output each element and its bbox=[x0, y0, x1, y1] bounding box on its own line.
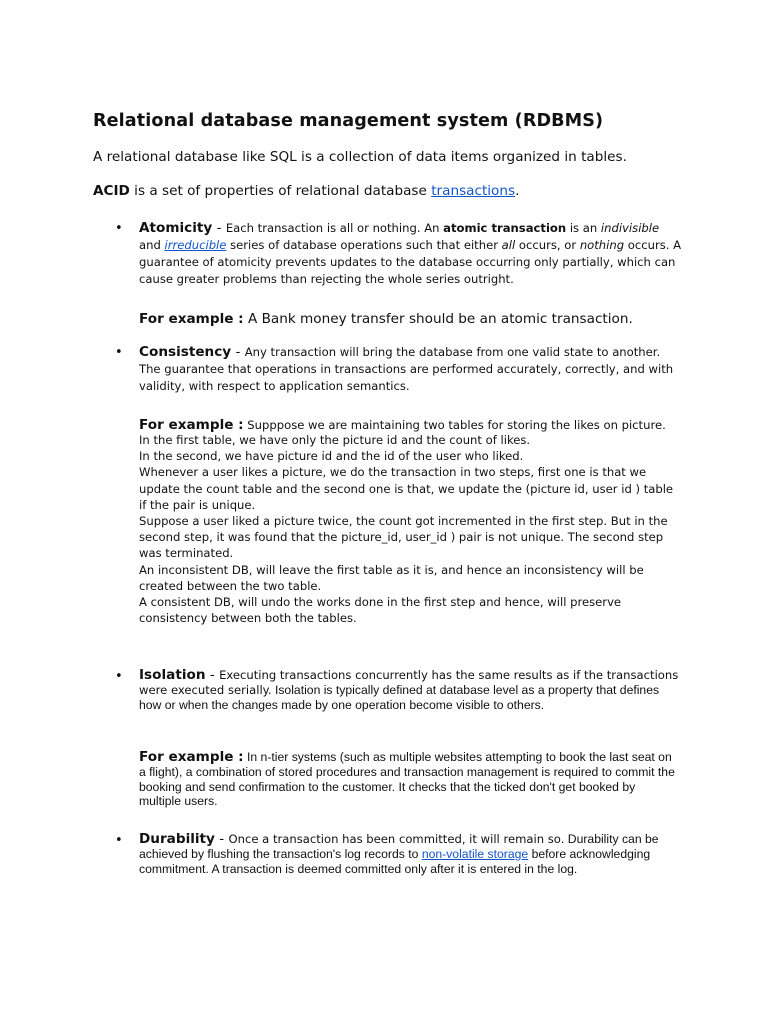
acid-text: is a set of properties of relational database bbox=[129, 183, 432, 199]
acid-paragraph bbox=[93, 183, 519, 199]
consistency-example-line: An inconsistent DB, will leave the first table as it is, and hence an inconsistency will be created between the two table. bbox=[139, 562, 644, 593]
isolation-dash: - bbox=[205, 667, 220, 683]
atomic-transaction-term: atomic transaction bbox=[443, 221, 567, 235]
atomicity-example bbox=[139, 308, 684, 327]
transactions-link[interactable]: transactions bbox=[431, 183, 516, 199]
indivisible-term: indivisible bbox=[600, 221, 660, 235]
isolation-example-text: In n-tier systems (such as multiple websites attempting to book the last seat on a flight), a combination of stored procedures and transaction management is required to commit the booking and send confirmation to the customer. It checks that the ticked don't get booked by multiple users. bbox=[139, 750, 675, 809]
atomicity-item bbox=[139, 220, 684, 288]
consistency-example-body bbox=[139, 432, 679, 626]
nothing-term: nothing bbox=[579, 238, 625, 252]
consistency-example-line: Whenever a user likes a picture, we do the transaction in two steps, first one is that we update the count table and the second one is that, we update the (picture id, user id ) table if the pair is unique. bbox=[139, 465, 674, 512]
bullet-atomicity: • bbox=[115, 221, 123, 236]
durability-text-1: Once a transaction has been committed, it will remain so. bbox=[228, 832, 565, 846]
bullet-consistency: • bbox=[115, 345, 123, 360]
intro-paragraph bbox=[93, 149, 627, 165]
consistency-text: Any transaction will bring the database from one valid state to another. The guarantee that operations in transactions are performed accurately, correctly, and with validity, with respect to application semantics. bbox=[139, 345, 674, 393]
bullet-isolation: • bbox=[115, 669, 123, 684]
isolation-example-label: For example : bbox=[139, 749, 244, 765]
bullet-durability: • bbox=[115, 833, 123, 848]
durability-dash: - bbox=[214, 831, 229, 847]
atomicity-text-3: is an bbox=[566, 221, 601, 235]
durability-term: Durability bbox=[139, 831, 215, 847]
atomicity-text-9: occurs, or bbox=[515, 238, 580, 252]
atomicity-text-1: Each transaction is all or nothing. An bbox=[225, 221, 444, 235]
consistency-example-line: In the first table, we have only the picture id and the count of likes. bbox=[139, 433, 531, 447]
acid-end: . bbox=[515, 183, 520, 199]
non-volatile-storage-link[interactable]: non-volatile storage bbox=[421, 846, 529, 861]
atomicity-term: Atomicity bbox=[139, 220, 213, 236]
atomicity-example-text: A Bank money transfer should be an atomic transaction. bbox=[243, 311, 633, 327]
atomicity-example-label: For example : bbox=[139, 311, 244, 327]
consistency-example-label: For example : bbox=[139, 417, 244, 433]
isolation-text-1: Executing transactions concurrently has the same results as if the transactions were executed serially. bbox=[139, 668, 679, 697]
irreducible-link[interactable]: irreducible bbox=[164, 238, 227, 252]
isolation-term: Isolation bbox=[139, 667, 206, 683]
consistency-dash: - bbox=[231, 344, 245, 360]
atomicity-dash: - bbox=[212, 220, 226, 236]
intro-text: A relational database like SQL is a collection of data items organized in tables. bbox=[93, 149, 627, 165]
atomicity-text-7: series of database operations such that either bbox=[226, 238, 502, 252]
consistency-example bbox=[139, 414, 684, 434]
consistency-example-line: In the second, we have picture id and the id of the user who liked. bbox=[139, 449, 524, 464]
consistency-example-line: A consistent DB, will undo the works done in the first step and hence, will preserve consistency between both the tables. bbox=[139, 595, 622, 626]
durability-item bbox=[139, 832, 679, 876]
isolation-text-2: Isolation is typically defined at database level as a property that defines how or when the changes made by one operation become visible to others. bbox=[139, 682, 660, 712]
acid-term: ACID bbox=[93, 183, 130, 199]
isolation-example bbox=[139, 750, 679, 809]
consistency-term: Consistency bbox=[139, 344, 232, 360]
all-term: all bbox=[501, 238, 516, 252]
atomicity-text-11: occurs. A guarantee of atomicity prevents updates to the database occurring only partially, which can cause greater problems than rejecting the whole series outright. bbox=[139, 238, 682, 286]
consistency-example-first: Supppose we are maintaining two tables for storing the likes on picture. bbox=[243, 418, 666, 432]
isolation-item bbox=[139, 668, 679, 712]
consistency-example-line: Suppose a user liked a picture twice, the count got incremented in the first step. But in the second step, it was found that the picture_id, user_id ) pair is not unique. The second step was terminated. bbox=[139, 514, 668, 561]
durability-text-2: Durability can be achieved by flushing the transaction's log records to bbox=[139, 832, 659, 861]
consistency-item bbox=[139, 344, 684, 395]
atomicity-text-5: and bbox=[139, 238, 165, 252]
durability-text-3: before acknowledging commitment. A transaction is deemed committed only after it is entered in the log. bbox=[139, 846, 651, 876]
page-title: Relational database management system (RDBMS) bbox=[93, 111, 604, 131]
